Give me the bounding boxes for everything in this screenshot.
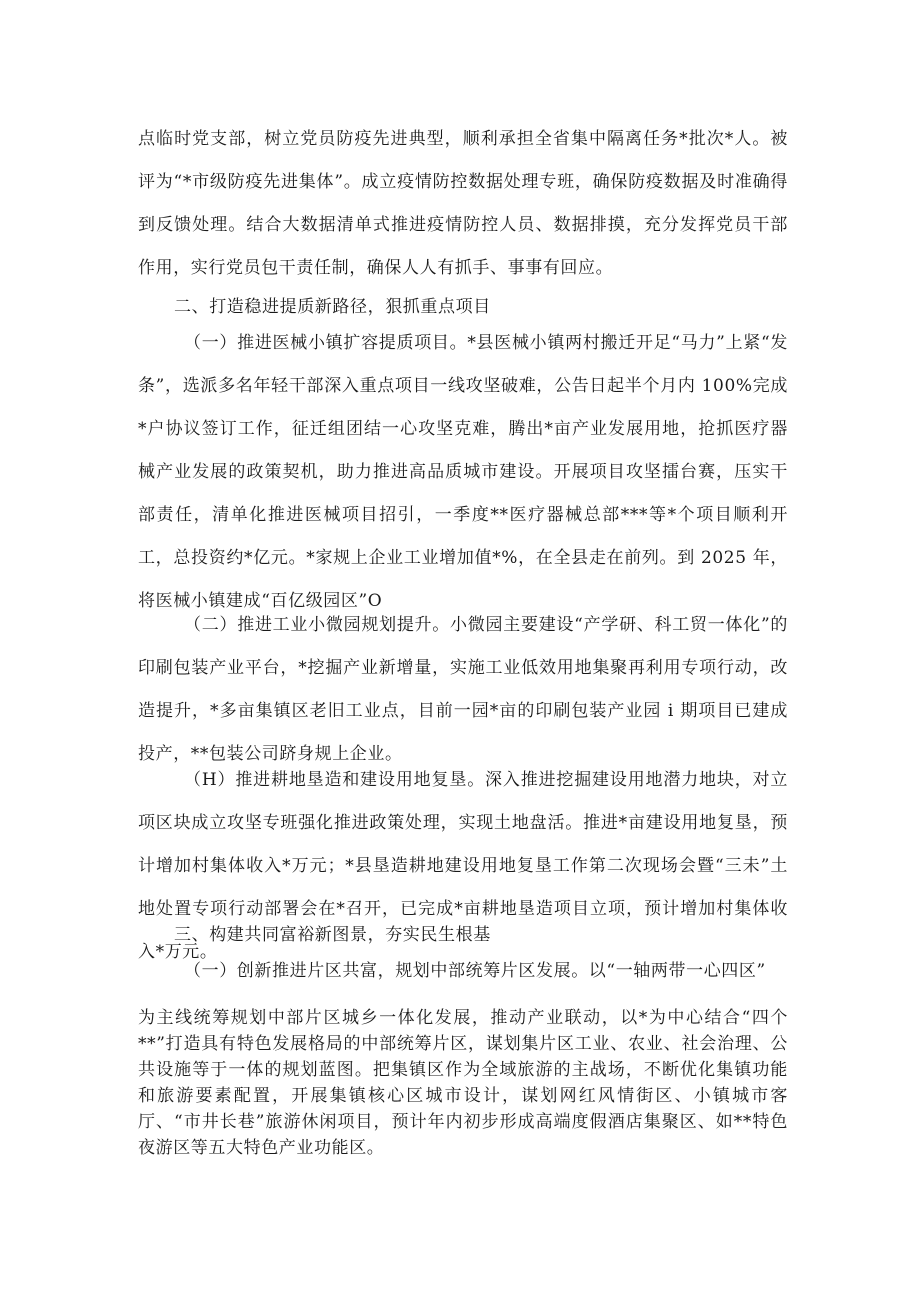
subsection-3-1-body: 为主线统筹规划中部片区城乡一体化发展，推动产业联动，以*为中心结合“四个**”打造具有特色发展格局的中部统筹片区，谋划集片区工业、农业、社会治理、公共设施等于一体的规划蓝图。把集镇区作为全域旅游的主战场，不断优化集镇功能和旅游要素配置，开展集镇核心区城市设计，谋划网红风情街区、小镇城市客厅、“市井长巷”旅游休闲项目，预计年内初步形成高端度假酒店集聚区、如**特色夜游区等五大特色产业功能区。 [138, 1008, 788, 1158]
subsection-2-1-paragraph: （一）推进医械小镇扩容提质项目。*县医械小镇两村搬迁开足“马力”上紧“发条”，选派多名年轻干部深入重点项目一线攻坚破难，公告日起半个月内 100%完成*户协议签订工作，征迁组团结一心攻坚克难，腾出*亩产业发展用地，抢抓医疗器械产业发展的政策契机，助力推进高品质城市建设。开展项目攻坚擂台赛，压实干部责任，清单化推进医械项目招引，一季度**医疗器械总部***等*个项目顺利开工，总投资约*亿元。*家规上企业工业增加值*%，在全县走在前列。到 2025 年，将医械小镇建成“百亿级园区”O [138, 333, 788, 611]
subsection-2-2-paragraph: （二）推进工业小微园规划提升。小微园主要建设“产学研、科工贸一体化”的印刷包装产业平台，*挖掘产业新增量，实施工业低效用地集聚再利用专项行动，改造提升，*多亩集镇区老旧工业点，目前一园*亩的印刷包装产业园 i 期项目已建成投产，**包装公司跻身规上企业。 [138, 615, 788, 764]
intro-paragraph: 点临时党支部，树立党员防疫先进典型，顺利承担全省集中隔离任务*批次*人。被评为“*市级防疫先进集体”。成立疫情防控数据处理专班，确保防疫数据及时准确得到反馈处理。结合大数据清单式推进疫情防控人员、数据排摸，充分发挥党员干部作用，实行党员包干责任制，确保人人有抓手、事事有回应。 [138, 129, 788, 278]
section-heading-3: 三、构建共同富裕新图景，夯实民生根基 [174, 925, 491, 945]
subsection-3-1-lead: （一）创新推进片区共富，规划中部统筹片区发展。以“一轴两带一心四区” [184, 961, 766, 981]
section-heading-2: 二、打造稳进提质新路径，狠抓重点项目 [174, 297, 491, 317]
subsection-2-3-paragraph: （H）推进耕地垦造和建设用地复垦。深入推进挖掘建设用地潜力地块，对立项区块成立攻坚专班强化推进政策处理，实现土地盘活。推进*亩建设用地复垦，预计增加村集体收入*万元；*县垦造耕地建设用地复垦工作第二次现场会暨“三未”土地处置专项行动部署会在*召开，已完成*亩耕地垦造项目立项，预计增加村集体收入*万元。 [138, 770, 788, 962]
